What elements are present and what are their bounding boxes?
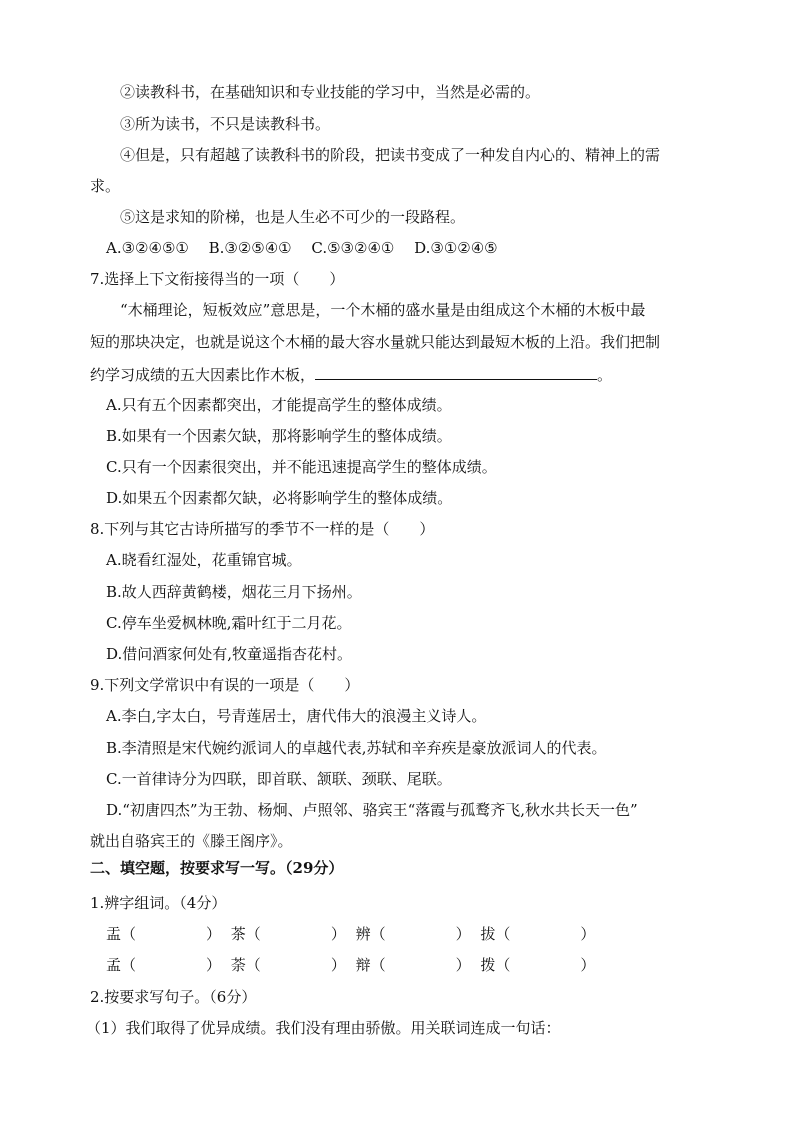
- q7-passage-3-text: 约学习成绩的五大因素比作木板，: [90, 366, 316, 384]
- close-paren: ）: [580, 925, 596, 943]
- q8-option-a: A.晓看红湿处，花重锦官城。: [106, 551, 302, 569]
- q9-option-d: D.“初唐四杰”为王勃、杨炯、卢照邻、骆宾王“落霞与孤鹜齐飞,秋水共长天一色”: [106, 801, 638, 819]
- open-paren: （: [370, 956, 386, 974]
- ordering-options: A.③②④⑤① B.③②⑤④① C.⑤③②④① D.③①②④⑤: [106, 239, 498, 257]
- q7-option-a: A.只有五个因素都突出，才能提高学生的整体成绩。: [106, 396, 452, 414]
- q9-stem: 9.下列文学常识中有误的一项是（ ）: [90, 676, 360, 694]
- character: 盂: [106, 925, 122, 943]
- ordering-sentence-2: ②读教科书，在基础知识和专业技能的学习中，当然是必需的。: [120, 83, 541, 101]
- q7-option-c: C.只有一个因素很突出，并不能迅速提高学生的整体成绩。: [106, 458, 497, 476]
- q7-stem: 7.选择上下文衔接得当的一项（ ）: [90, 270, 345, 288]
- word-cell: [480, 955, 600, 975]
- s2-q2-sub-1: （1）我们取得了优异成绩。我们没有理由骄傲。用关联词连成一句话：: [86, 1019, 561, 1037]
- q7-option-b: B.如果有一个因素欠缺，那将影响学生的整体成绩。: [106, 427, 452, 445]
- character: 辩: [355, 956, 371, 974]
- word-cell: [480, 924, 600, 944]
- q9-option-b: B.李清照是宋代婉约派词人的卓越代表,苏轼和辛弃疾是豪放派词人的代表。: [106, 739, 607, 757]
- word-cell: [231, 955, 351, 975]
- q8-option-c: C.停车坐爱枫林晚,霜叶红于二月花。: [106, 614, 352, 632]
- character: 孟: [106, 956, 122, 974]
- ordering-sentence-3: ③所为读书，不只是读教科书。: [120, 115, 331, 133]
- character: 辨: [355, 925, 371, 943]
- word-cell: [106, 955, 226, 975]
- q8-option-b: B.故人西辞黄鹤楼，烟花三月下扬州。: [106, 583, 362, 601]
- open-paren: （: [245, 925, 261, 943]
- q9-option-d-cont: 就出自骆宾王的《滕王阁序》。: [90, 832, 293, 850]
- close-paren: ）: [206, 956, 222, 974]
- q7-passage-1: “木桶理论，短板效应”意思是，一个木桶的盛水量是由组成这个木桶的木板中最: [120, 301, 646, 319]
- close-paren: ）: [206, 925, 222, 943]
- open-paren: （: [121, 956, 137, 974]
- section-2-heading: 二、填空题，按要求写一写。（29分）: [90, 859, 344, 877]
- word-group-row-1: [106, 924, 600, 944]
- character: 拔: [480, 925, 496, 943]
- q7-passage-3-end: 。: [597, 366, 613, 384]
- ordering-sentence-4: ④但是，只有超越了读教科书的阶段，把读书变成了一种发自内心的、精神上的需: [120, 146, 661, 164]
- q7-option-d: D.如果五个因素都欠缺，必将影响学生的整体成绩。: [106, 489, 453, 507]
- q7-passage-3: [90, 363, 612, 385]
- open-paren: （: [121, 925, 137, 943]
- q8-option-d: D.借问酒家何处有,牧童遥指杏花村。: [106, 645, 353, 663]
- open-paren: （: [370, 925, 386, 943]
- q8-stem: 8.下列与其它古诗所描写的季节不一样的是（ ）: [90, 520, 435, 538]
- character: 荼: [230, 956, 246, 974]
- q9-option-c: C.一首律诗分为四联，即首联、颔联、颈联、尾联。: [106, 770, 452, 788]
- ordering-sentence-5: ⑤这是求知的阶梯，也是人生必不可少的一段路程。: [120, 208, 466, 226]
- close-paren: ）: [580, 956, 596, 974]
- ordering-sentence-4-cont: 求。: [90, 177, 121, 195]
- close-paren: ）: [330, 956, 346, 974]
- s2-q2-stem: 2.按要求写句子。（6分）: [90, 988, 257, 1006]
- word-cell: [356, 924, 476, 944]
- q9-option-a: A.李白,字太白，号青莲居士，唐代伟大的浪漫主义诗人。: [106, 707, 487, 725]
- open-paren: （: [495, 925, 511, 943]
- open-paren: （: [495, 956, 511, 974]
- close-paren: ）: [455, 956, 471, 974]
- character: 拨: [480, 956, 496, 974]
- q7-answer-blank[interactable]: [315, 363, 597, 380]
- open-paren: （: [245, 956, 261, 974]
- q7-passage-2: 短的那块决定，也就是说这个木桶的最大容水量就只能达到最短木板的上沿。我们把制: [90, 333, 661, 351]
- character: 茶: [230, 925, 246, 943]
- close-paren: ）: [330, 925, 346, 943]
- close-paren: ）: [455, 925, 471, 943]
- word-cell: [106, 924, 226, 944]
- word-cell: [231, 924, 351, 944]
- word-cell: [356, 955, 476, 975]
- s2-q1-stem: 1.辨字组词。（4分）: [90, 894, 227, 912]
- word-group-row-2: [106, 955, 600, 975]
